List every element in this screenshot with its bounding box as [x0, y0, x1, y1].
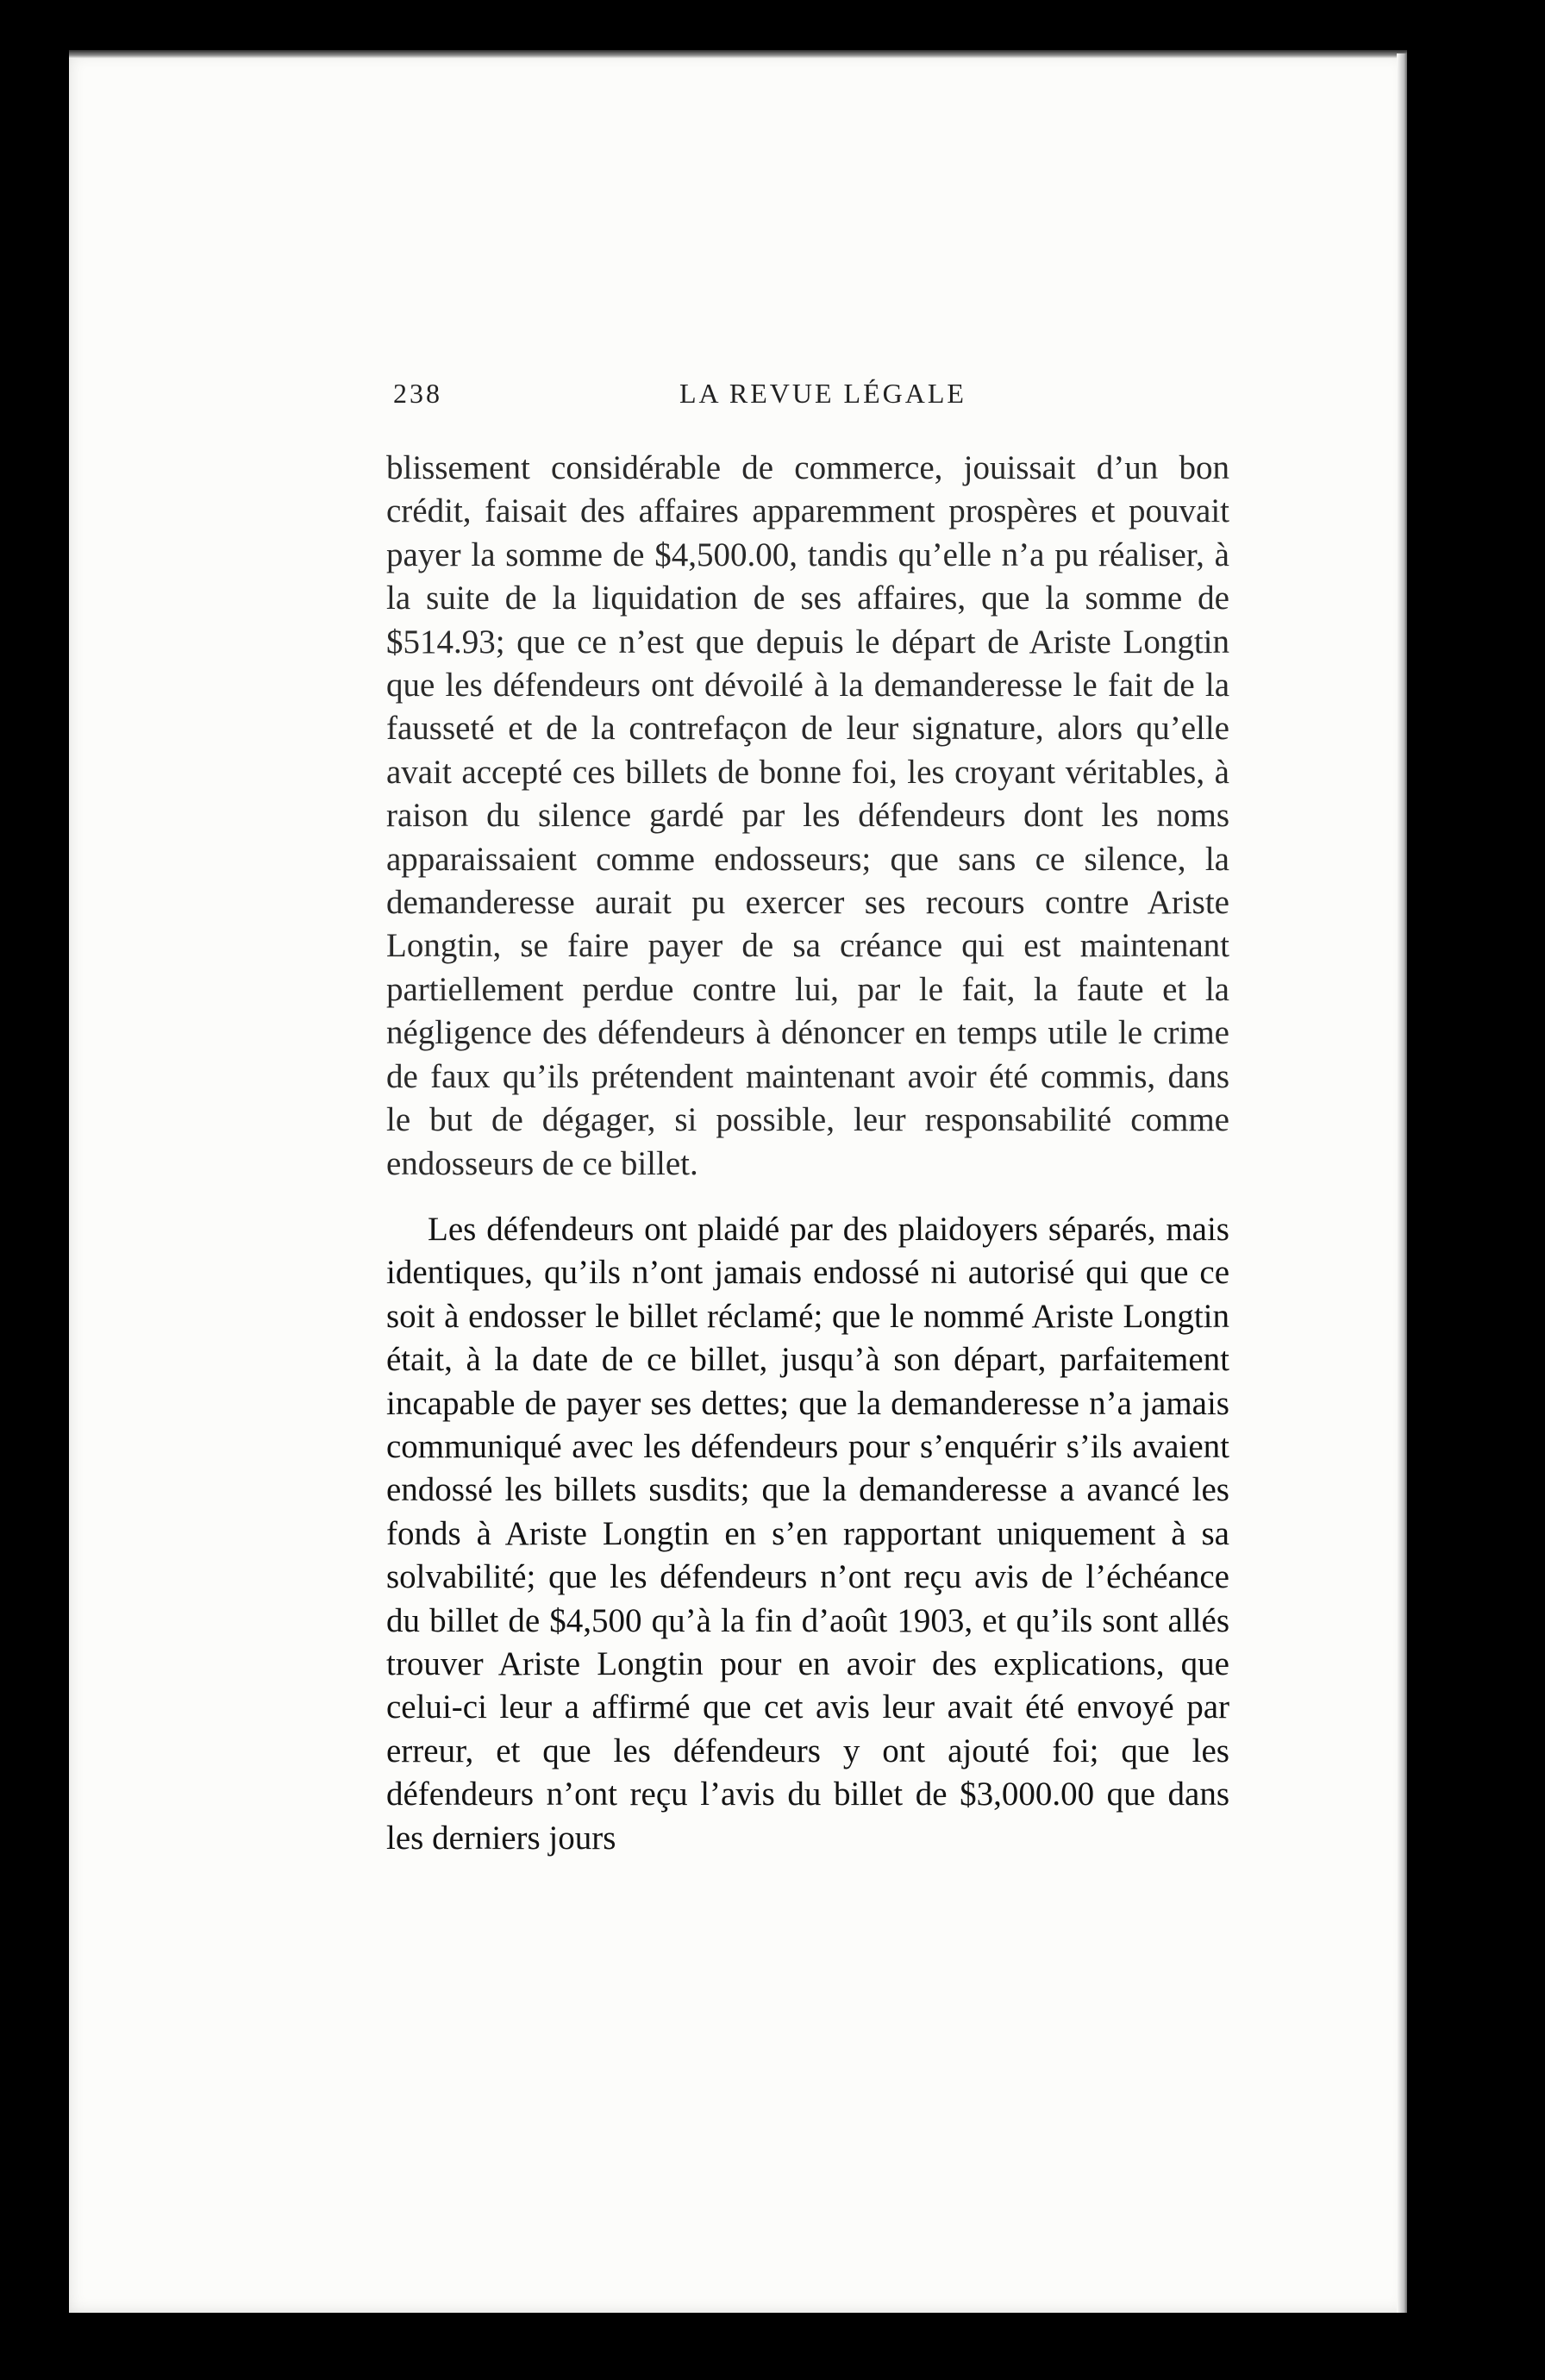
body-text [386, 447, 1229, 1860]
running-head [386, 378, 1229, 433]
running-title: LA REVUE LÉGALE [679, 378, 966, 409]
page-right-edge [1397, 53, 1407, 2313]
page-number: 238 [393, 378, 442, 409]
page-top-edge [69, 50, 1407, 59]
paragraph-2: Les défendeurs ont plaidé par des plaidoyers séparés, mais identiques, qu’ils n’ont jamais endossé ni autorisé qui que ce soit à endosser le billet réclamé; que le nommé Ariste Longtin était, à la date de ce billet, jusqu’à son départ, parfaitement incapable de payer ses dettes; que la demanderesse n’a jamais communiqué avec les défendeurs pour s’enquérir s’ils avaient endossé les billets susdits; que la demanderesse a avancé les fonds à Ariste Longtin en s’en rapportant uniquement à sa solvabilité; que les défendeurs n’ont reçu avis de l’échéance du billet de $4,500 qu’à la fin d’août 1903, et qu’ils sont allés trouver Ariste Longtin pour en avoir des explications, que celui-ci leur a affirmé que cet avis leur avait été envoyé par erreur, et que les défendeurs y ont ajouté foi; que les défendeurs n’ont reçu l’avis du billet de $3,000.00 que dans les derniers jours [386, 1210, 1229, 1857]
paragraph-1: blissement considérable de commerce, jouissait d’un bon crédit, faisait des affaires apparemment prospères et pouvait payer la somme de $4,500.00, tandis qu’elle n’a pu réaliser, à la suite de la liquidation de ses affaires, que la somme de $514.93; que ce n’est que depuis le départ de Ariste Longtin que les défendeurs ont dévoilé à la demanderesse le fait de la fausseté et de la contrefaçon de leur signature, alors qu’elle avait accepté ces billets de bonne foi, les croyant véritables, à raison du silence gardé par les défendeurs dont les noms apparaissaient comme endosseurs; que sans ce silence, la demanderesse aurait pu exercer ses recours contre Ariste Longtin, se faire payer de sa créance qui est maintenant partiellement perdue contre lui, par le fait, la faute et la négligence des défendeurs à dénoncer en temps utile le crime de faux qu’ils prétendent maintenant avoir été commis, dans le but de dégager, si possible, leur responsabilité comme endosseurs de ce billet. [386, 449, 1229, 1182]
page-content [386, 378, 1229, 1860]
